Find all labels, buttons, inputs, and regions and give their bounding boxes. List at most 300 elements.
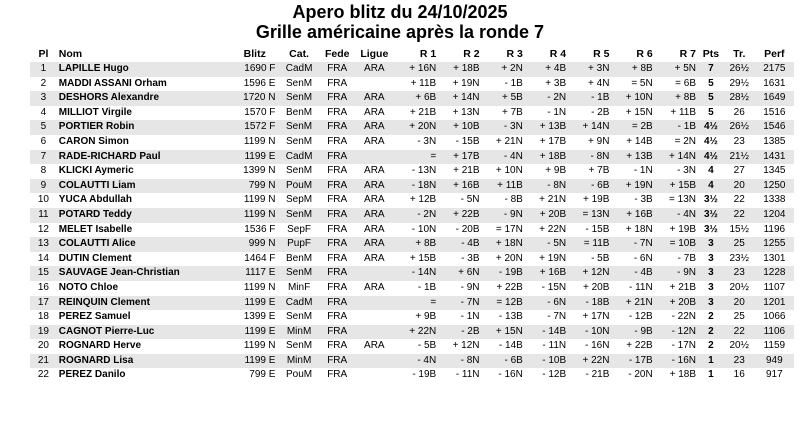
cell-name: MILLIOT Virgile — [58, 106, 132, 118]
cell-round-6: = 5N — [631, 77, 653, 89]
cell-name: ROGNARD Herve — [58, 340, 142, 352]
cell-points: 5 — [708, 106, 714, 118]
cell-round-2: + 6N — [438, 266, 481, 281]
cell-round-5: - 5B — [591, 252, 610, 264]
cell-points: 3½ — [703, 194, 718, 206]
cell-blitz-rating: 1690 F — [232, 62, 277, 77]
table-row — [30, 106, 794, 121]
table-row — [30, 354, 794, 369]
cell-place: 1 — [30, 62, 57, 77]
cell-place: 19 — [30, 325, 57, 340]
cell-round-7: - 4N — [655, 208, 698, 223]
cell-round-7: - 9N — [655, 266, 698, 281]
header-round-5: R 5 — [593, 47, 610, 60]
cell-tiebreak: 25 — [733, 311, 745, 323]
cell-blitz-rating: 1536 F — [244, 223, 276, 235]
cell-place: 8 — [40, 165, 47, 177]
cell-round-7: - 22N — [671, 311, 697, 323]
cell-performance: 949 — [755, 354, 794, 369]
cell-round-7: - 3N — [677, 165, 697, 177]
cell-league — [354, 77, 395, 92]
cell-round-1: + 11B — [410, 77, 437, 89]
cell-points: 4½ — [703, 135, 718, 147]
cell-federation: FRA — [327, 106, 348, 118]
table-row — [30, 150, 794, 165]
cell-round-2: + 16B — [438, 179, 481, 194]
cell-round-6: + 10N — [611, 91, 654, 106]
cell-category: PupF — [277, 237, 320, 252]
cell-round-4: + 4B — [525, 62, 568, 77]
cell-federation: FRA — [321, 325, 354, 340]
standings-table — [30, 46, 794, 383]
cell-round-6: = 2B — [611, 120, 654, 135]
cell-tiebreak: 25 — [724, 237, 755, 252]
header-round-7: R 7 — [679, 47, 697, 60]
table-row — [30, 164, 794, 179]
cell-federation: FRA — [321, 91, 354, 106]
cell-performance: 1204 — [755, 208, 794, 223]
cell-round-7: + 5N — [655, 62, 698, 77]
cell-federation: FRA — [327, 77, 348, 89]
cell-round-5: + 4N — [588, 77, 610, 89]
cell-round-2: + 10B — [438, 120, 481, 135]
cell-round-2: + 12N — [452, 340, 480, 352]
cell-federation: FRA — [327, 223, 348, 235]
cell-round-6: + 22B — [626, 340, 653, 352]
cell-round-3: + 18N — [482, 237, 525, 252]
cell-blitz-rating: 799 E — [249, 369, 276, 381]
cell-name: CARON Simon — [58, 135, 129, 147]
table-row — [30, 120, 794, 135]
cell-federation: FRA — [327, 252, 348, 264]
cell-round-6: - 6N — [633, 252, 653, 264]
cell-points: 2 — [698, 325, 724, 340]
cell-round-5: + 12N — [568, 266, 611, 281]
cell-round-1: - 19B — [412, 369, 437, 381]
cell-points: 4½ — [698, 150, 724, 165]
cell-round-5: - 18B — [568, 296, 611, 311]
cell-league — [354, 150, 395, 165]
cell-round-5: + 7B — [588, 165, 610, 177]
cell-name: RADE-RICHARD Paul — [57, 150, 232, 165]
cell-round-5: - 21B — [585, 369, 610, 381]
cell-category: CadM — [277, 150, 320, 165]
header-tiebreak: Tr. — [733, 47, 746, 60]
cell-federation: FRA — [321, 208, 354, 223]
cell-round-4: + 17B — [539, 135, 567, 147]
cell-federation: FRA — [321, 120, 354, 135]
header-league: Ligue — [360, 47, 389, 60]
cell-round-1: - 4N — [395, 354, 438, 369]
cell-blitz-rating: 1199 N — [243, 135, 276, 147]
cell-round-3: - 6B — [482, 354, 525, 369]
cell-round-7: + 14N — [655, 150, 698, 165]
cell-performance: 1228 — [755, 266, 794, 281]
cell-round-4: - 5N — [525, 237, 568, 252]
cell-place: 9 — [30, 179, 57, 194]
cell-place: 13 — [30, 237, 57, 252]
cell-round-3: + 22B — [496, 281, 523, 293]
cell-category: MinF — [287, 281, 311, 293]
header-name: Nom — [58, 47, 83, 60]
cell-category: CadM — [277, 62, 320, 77]
cell-points: 3 — [698, 237, 724, 252]
cell-round-7: = 10B — [655, 237, 698, 252]
cell-round-7: + 18B — [669, 369, 697, 381]
cell-round-1: + 6B — [395, 91, 438, 106]
table-row — [30, 281, 794, 296]
cell-points: 3 — [708, 281, 714, 293]
cell-performance: 1338 — [763, 194, 786, 206]
cell-round-5: - 1B — [568, 91, 611, 106]
cell-name: LAPILLE Hugo — [57, 62, 232, 77]
cell-round-3: - 1B — [504, 77, 523, 89]
cell-round-4: - 12B — [542, 369, 567, 381]
cell-points: 2 — [708, 311, 714, 323]
cell-round-4: - 8N — [525, 179, 568, 194]
cell-blitz-rating: 1596 E — [243, 77, 276, 89]
cell-performance: 1107 — [763, 281, 786, 293]
cell-round-5: + 17N — [582, 311, 610, 323]
cell-tiebreak: 20 — [724, 296, 755, 311]
cell-category: PouM — [286, 369, 313, 381]
cell-league: ARA — [364, 340, 385, 352]
page-subtitle: Grille américaine après la ronde 7 — [255, 22, 545, 42]
cell-round-4: + 9B — [545, 165, 567, 177]
cell-performance: 1159 — [763, 340, 786, 352]
cell-tiebreak: 15½ — [729, 223, 749, 235]
cell-round-7: - 12N — [655, 325, 698, 340]
cell-league: ARA — [364, 252, 385, 264]
cell-round-3: - 8B — [504, 194, 523, 206]
cell-blitz-rating: 1199 N — [243, 194, 276, 206]
cell-round-6: - 1N — [633, 165, 653, 177]
cell-round-7: + 21B — [669, 281, 697, 293]
cell-place: 11 — [30, 208, 57, 223]
cell-round-7: + 15B — [655, 179, 698, 194]
cell-federation: FRA — [327, 281, 348, 293]
cell-round-3: - 4N — [482, 150, 525, 165]
cell-blitz-rating: 799 N — [232, 179, 277, 194]
cell-tiebreak: 23 — [724, 266, 755, 281]
cell-category: SenM — [286, 165, 313, 177]
cell-points: 1 — [708, 369, 714, 381]
cell-round-1: - 18N — [395, 179, 438, 194]
cell-round-6: + 19N — [611, 179, 654, 194]
cell-round-4: + 3B — [545, 77, 567, 89]
cell-name: COLAUTTI Liam — [57, 179, 232, 194]
cell-performance: 1631 — [763, 77, 786, 89]
cell-round-6: - 4B — [611, 266, 654, 281]
cell-tiebreak: 20½ — [729, 340, 749, 352]
cell-round-7: = 6B — [675, 77, 697, 89]
cell-points: 5 — [698, 91, 724, 106]
cell-performance: 1546 — [755, 120, 794, 135]
table-row — [30, 91, 794, 106]
cell-round-5: - 8N — [568, 150, 611, 165]
cell-points: 4 — [708, 165, 714, 177]
cell-round-3: + 20N — [495, 252, 523, 264]
header-round-6: R 6 — [636, 47, 653, 60]
cell-blitz-rating: 1199 E — [232, 325, 277, 340]
cell-round-5: + 3N — [568, 62, 611, 77]
cell-place: 7 — [30, 150, 57, 165]
cell-league — [354, 354, 395, 369]
cell-category: CadM — [277, 296, 320, 311]
cell-federation: FRA — [321, 296, 354, 311]
cell-round-6: + 16B — [611, 208, 654, 223]
cell-round-2: + 17B — [438, 150, 481, 165]
cell-place: 14 — [37, 252, 49, 264]
cell-performance: 1301 — [763, 252, 786, 264]
cell-place: 17 — [30, 296, 57, 311]
cell-round-7: + 19B — [669, 223, 697, 235]
cell-federation: FRA — [327, 194, 348, 206]
header-blitz-rating: Blitz — [243, 47, 266, 60]
cell-round-1: - 14N — [395, 266, 438, 281]
cell-tiebreak: 22 — [724, 208, 755, 223]
cell-league — [354, 310, 395, 325]
cell-place: 22 — [37, 369, 49, 381]
cell-place: 4 — [40, 106, 47, 118]
cell-round-4: + 20B — [525, 208, 568, 223]
cell-round-7: = 2N — [674, 135, 697, 147]
cell-name: MELET Isabelle — [58, 223, 133, 235]
cell-tiebreak: 26½ — [724, 62, 755, 77]
cell-round-3: - 13B — [498, 311, 523, 323]
cell-performance: 1250 — [755, 179, 794, 194]
cell-round-5: - 10N — [568, 325, 611, 340]
cell-round-5: - 6B — [568, 179, 611, 194]
header-round-4: R 4 — [549, 47, 567, 60]
cell-category: SenM — [277, 208, 320, 223]
cell-round-4: + 13B — [525, 120, 568, 135]
cell-category: SenM — [277, 120, 320, 135]
cell-round-7: + 11B — [670, 106, 697, 118]
cell-place: 10 — [37, 194, 49, 206]
cell-name: CAGNOT Pierre-Luc — [57, 325, 232, 340]
cell-round-2: - 8N — [438, 354, 481, 369]
cell-round-1: = — [395, 296, 438, 311]
cell-round-3: = 12B — [482, 296, 525, 311]
table-row — [30, 325, 794, 340]
cell-points: 5 — [708, 77, 714, 89]
cell-round-4: + 21N — [539, 194, 567, 206]
cell-federation: FRA — [327, 369, 348, 381]
cell-federation: FRA — [327, 340, 348, 352]
cell-round-4: + 16B — [525, 266, 568, 281]
cell-name: DUTIN Clement — [58, 252, 132, 264]
cell-round-2: - 1N — [460, 311, 480, 323]
cell-round-3: + 15N — [482, 325, 525, 340]
cell-round-3: - 14B — [498, 340, 523, 352]
cell-round-1: + 8B — [395, 237, 438, 252]
cell-round-7: + 8B — [655, 91, 698, 106]
cell-tiebreak: 22 — [733, 194, 745, 206]
cell-league — [354, 368, 395, 383]
cell-name: PEREZ Samuel — [58, 311, 131, 323]
cell-league — [354, 325, 395, 340]
header-federation: Fede — [324, 47, 350, 60]
cell-tiebreak: 22 — [724, 325, 755, 340]
cell-round-1: = — [395, 150, 438, 165]
cell-round-2: - 7N — [438, 296, 481, 311]
cell-round-6: + 8B — [611, 62, 654, 77]
cell-blitz-rating: 1720 N — [232, 91, 277, 106]
cell-name: ROGNARD Lisa — [57, 354, 232, 369]
cell-league: ARA — [364, 281, 385, 293]
cell-tiebreak: 26½ — [724, 120, 755, 135]
cell-round-5: - 15B — [585, 223, 610, 235]
cell-round-3: - 19B — [482, 266, 525, 281]
cell-round-1: + 16N — [395, 62, 438, 77]
cell-round-5: = 11B — [568, 237, 611, 252]
cell-name: YUCA Abdullah — [58, 194, 132, 206]
cell-blitz-rating: 1199 N — [243, 340, 276, 352]
cell-league: ARA — [354, 120, 395, 135]
cell-federation: FRA — [321, 354, 354, 369]
cell-points: 7 — [698, 62, 724, 77]
cell-place: 5 — [30, 120, 57, 135]
cell-place: 16 — [37, 281, 49, 293]
cell-league: ARA — [354, 237, 395, 252]
cell-round-2: + 13N — [452, 106, 480, 118]
cell-performance: 2175 — [755, 62, 794, 77]
cell-blitz-rating: 1117 E — [232, 266, 277, 281]
cell-round-1: + 9B — [415, 311, 437, 323]
cell-round-2: - 15B — [455, 135, 480, 147]
cell-round-6: - 17B — [611, 354, 654, 369]
table-row — [30, 266, 794, 281]
table-row — [30, 62, 794, 77]
cell-round-3: + 11B — [482, 179, 525, 194]
cell-league: ARA — [354, 91, 395, 106]
cell-name: POTARD Teddy — [57, 208, 232, 223]
cell-points: 3 — [698, 266, 724, 281]
cell-points: 3½ — [703, 223, 718, 235]
cell-category: SenM — [277, 91, 320, 106]
cell-round-5: - 16N — [584, 340, 610, 352]
cell-name: PEREZ Danilo — [58, 369, 126, 381]
cell-performance: 1106 — [755, 325, 794, 340]
cell-round-1: + 20N — [395, 120, 438, 135]
cell-category: SepF — [287, 223, 312, 235]
cell-federation: FRA — [321, 237, 354, 252]
cell-round-6: - 7N — [611, 237, 654, 252]
cell-federation: FRA — [321, 62, 354, 77]
cell-round-5: + 19B — [583, 194, 610, 206]
cell-round-3: + 7B — [501, 106, 523, 118]
cell-round-7: - 17N — [671, 340, 697, 352]
cell-category: SepM — [286, 194, 313, 206]
cell-round-6: - 9B — [611, 325, 654, 340]
cell-name: PORTIER Robin — [57, 120, 232, 135]
header-round-3: R 3 — [506, 47, 523, 60]
cell-blitz-rating: 1199 N — [232, 208, 277, 223]
cell-name: KLICKI Aymeric — [58, 165, 134, 177]
cell-points: 4 — [698, 179, 724, 194]
header-points: Pts — [702, 47, 720, 60]
table-row — [30, 310, 794, 325]
cell-blitz-rating: 1199 N — [243, 281, 276, 293]
cell-name: SAUVAGE Jean-Christian — [57, 266, 232, 281]
cell-round-3: - 16N — [498, 369, 523, 381]
cell-tiebreak: 29½ — [729, 77, 749, 89]
cell-round-4: - 11N — [542, 340, 567, 352]
cell-round-2: - 2B — [438, 325, 481, 340]
cell-round-5: + 9N — [588, 135, 610, 147]
cell-round-3: + 5B — [482, 91, 525, 106]
table-row — [30, 193, 794, 208]
cell-category: BenM — [286, 106, 313, 118]
cell-round-1: - 10N — [411, 223, 437, 235]
cell-league: ARA — [354, 62, 395, 77]
cell-place: 12 — [37, 223, 49, 235]
cell-place: 21 — [30, 354, 57, 369]
cell-round-6: - 20N — [628, 369, 653, 381]
cell-tiebreak: 20½ — [729, 281, 749, 293]
cell-round-6: + 14B — [626, 135, 653, 147]
cell-category: SenM — [286, 340, 313, 352]
cell-league: ARA — [364, 165, 385, 177]
cell-round-3: = 17N — [495, 223, 523, 235]
cell-round-7: - 16N — [655, 354, 698, 369]
cell-round-7: - 7B — [677, 252, 697, 264]
cell-round-6: - 12B — [628, 311, 653, 323]
header-category: Cat. — [289, 47, 309, 60]
cell-round-4: - 2N — [525, 91, 568, 106]
cell-points: 2 — [708, 340, 714, 352]
cell-round-2: - 4B — [438, 237, 481, 252]
cell-performance: 1066 — [763, 311, 786, 323]
cell-round-3: - 3N — [482, 120, 525, 135]
cell-performance: 1196 — [763, 223, 786, 235]
cell-name: MADDI ASSANI Orham — [58, 77, 167, 89]
cell-points: 4½ — [698, 120, 724, 135]
table-row — [30, 237, 794, 252]
cell-place: 18 — [37, 311, 49, 323]
cell-name: DESHORS Alexandre — [57, 91, 232, 106]
cell-round-6: - 3B — [634, 194, 653, 206]
cell-round-4: - 6N — [525, 296, 568, 311]
table-row — [30, 368, 794, 383]
table-row — [30, 135, 794, 150]
cell-place: 20 — [37, 340, 49, 352]
cell-round-2: + 21B — [453, 165, 480, 177]
cell-round-4: - 1N — [547, 106, 567, 118]
table-row — [30, 223, 794, 238]
cell-tiebreak: 23½ — [729, 252, 749, 264]
cell-round-1: + 22N — [395, 325, 438, 340]
cell-blitz-rating: 1399 E — [243, 311, 276, 323]
cell-league: ARA — [354, 208, 395, 223]
cell-round-2: + 14N — [438, 91, 481, 106]
table-row — [30, 296, 794, 311]
cell-tiebreak: 23 — [733, 135, 745, 147]
cell-federation: FRA — [327, 165, 348, 177]
cell-round-4: - 10B — [525, 354, 568, 369]
cell-round-1: + 21B — [409, 106, 437, 118]
cell-round-2: + 19N — [452, 77, 480, 89]
cell-tiebreak: 16 — [733, 369, 745, 381]
cell-round-4: + 22N — [539, 223, 567, 235]
cell-round-1: + 12B — [409, 194, 437, 206]
cell-category: MinM — [277, 325, 320, 340]
page-title: Apero blitz du 24/10/2025 — [292, 2, 508, 22]
cell-federation: FRA — [321, 179, 354, 194]
cell-round-7: = 13N — [669, 194, 697, 206]
cell-blitz-rating: 1464 F — [244, 252, 276, 264]
